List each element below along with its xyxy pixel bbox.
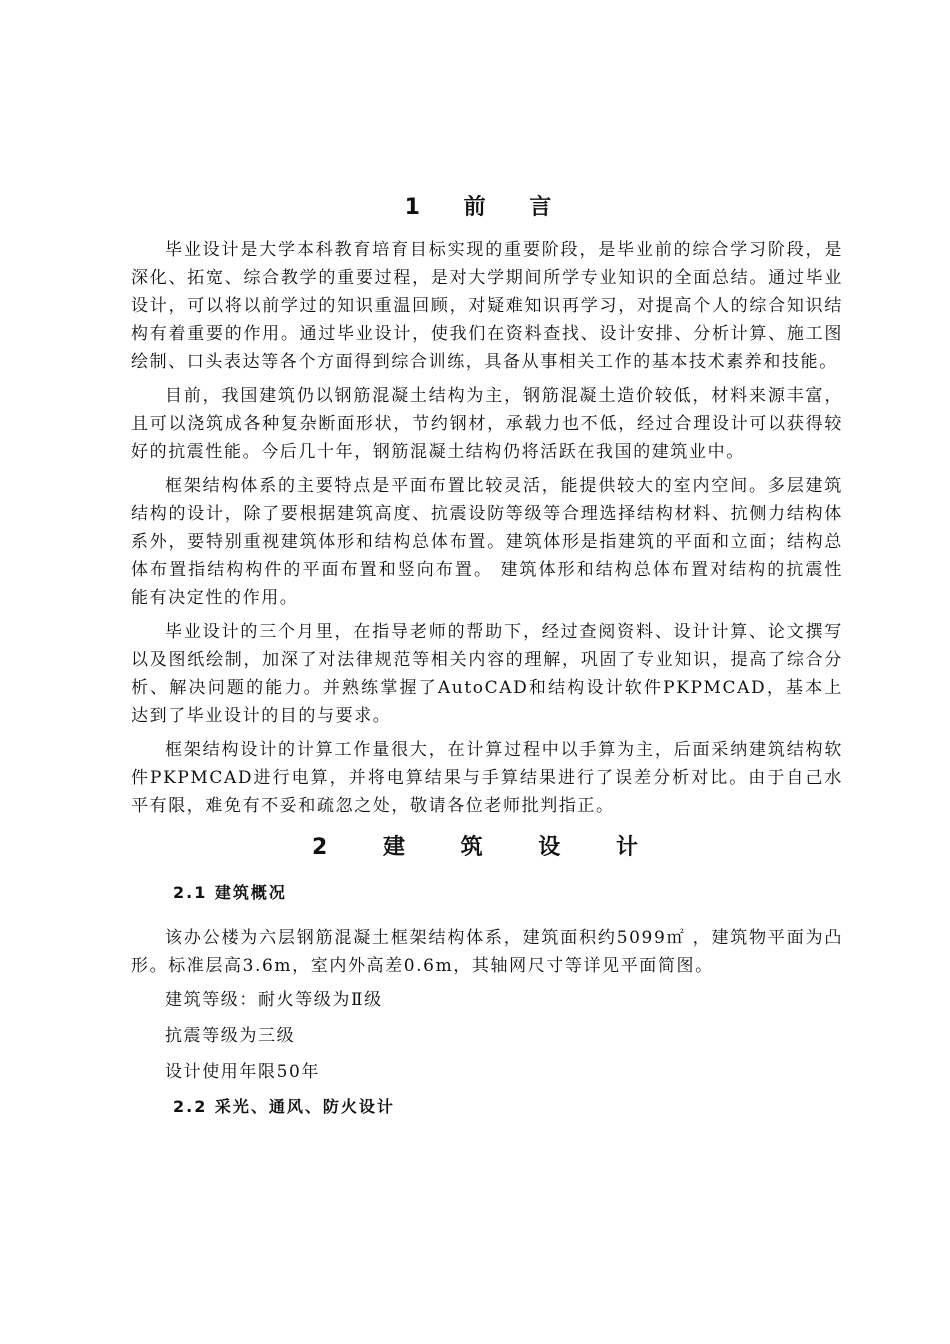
section-2-1-paragraph: 该办公楼为六层钢筋混凝土框架结构体系，建筑面积约5099㎡ ，建筑物平面为凸形。标准层高3.6m，室内外高差0.6m，其轴网尺寸等详见平面简图。 — [131, 928, 843, 976]
chapter-1-paragraph-4: 毕业设计的三个月里，在指导老师的帮助下，经过查阅资料、设计计算、论文撰写以及图纸绘制，加深了对法律规范等相关内容的理解，巩固了专业知识，提高了综合分析、解决问题的能力。并熟练掌握了AutoCAD和结构设计软件PKPMCAD，基本上达到了毕业设计的目的与要求。 — [131, 622, 843, 726]
section-2-2-heading: 2.2 采光、通风、防火设计 — [173, 1097, 395, 1116]
chapter-1-title: 1 前 言 — [404, 195, 570, 220]
chapter-1-paragraph-5: 框架结构设计的计算工作量很大，在计算过程中以手算为主，后面采纳建筑结构软件PKPMCAD进行电算，并将电算结果与手算结果进行了误差分析对比。由于自己水平有限，难免有不妥和疏忽之处，敬请各位老师批判指正。 — [131, 740, 843, 816]
chapter-1-paragraph-2: 目前，我国建筑仍以钢筋混凝土结构为主，钢筋混凝土造价较低，材料来源丰富，且可以浇筑成各种复杂断面形状，节约钢材，承载力也不低，经过合理设计可以获得较好的抗震性能。今后几十年，钢筋混凝土结构仍将活跃在我国的建筑业中。 — [131, 386, 843, 462]
chapter-1-paragraph-1: 毕业设计是大学本科教育培育目标实现的重要阶段，是毕业前的综合学习阶段，是深化、拓宽、综合教学的重要过程，是对大学期间所学专业知识的全面总结。通过毕业设计，可以将以前学过的知识重温回顾，对疑难知识再学习，对提高个人的综合知识结构有着重要的作用。通过毕业设计，使我们在资料查找、设计安排、分析计算、施工图绘制、口头表达等各个方面得到综合训练，具备从事相关工作的基本技术素养和技能。 — [131, 240, 843, 372]
section-2-1-heading: 2.1 建筑概况 — [173, 883, 287, 902]
seismic-grade-line: 抗震等级为三级 — [165, 1026, 296, 1046]
design-life-line: 设计使用年限50年 — [165, 1062, 321, 1082]
chapter-1-paragraph-3: 框架结构体系的主要特点是平面布置比较灵活，能提供较大的室内空间。多层建筑结构的设计，除了要根据建筑高度、抗震设防等级等合理选择结构材料、抗侧力结构体系外，要特别重视建筑体形和结构总体布置。建筑体形是指建筑的平面和立面；结构总体布置指结构构件的平面布置和竖向布置。 建筑体形和结构总体布置对结构的抗震性能有决定性的作用。 — [131, 476, 843, 608]
chapter-2-title: 2 建 筑 设 计 — [312, 835, 662, 860]
page-content — [131, 190, 843, 1138]
building-grade-line: 建筑等级：耐火等级为Ⅱ级 — [165, 990, 383, 1010]
